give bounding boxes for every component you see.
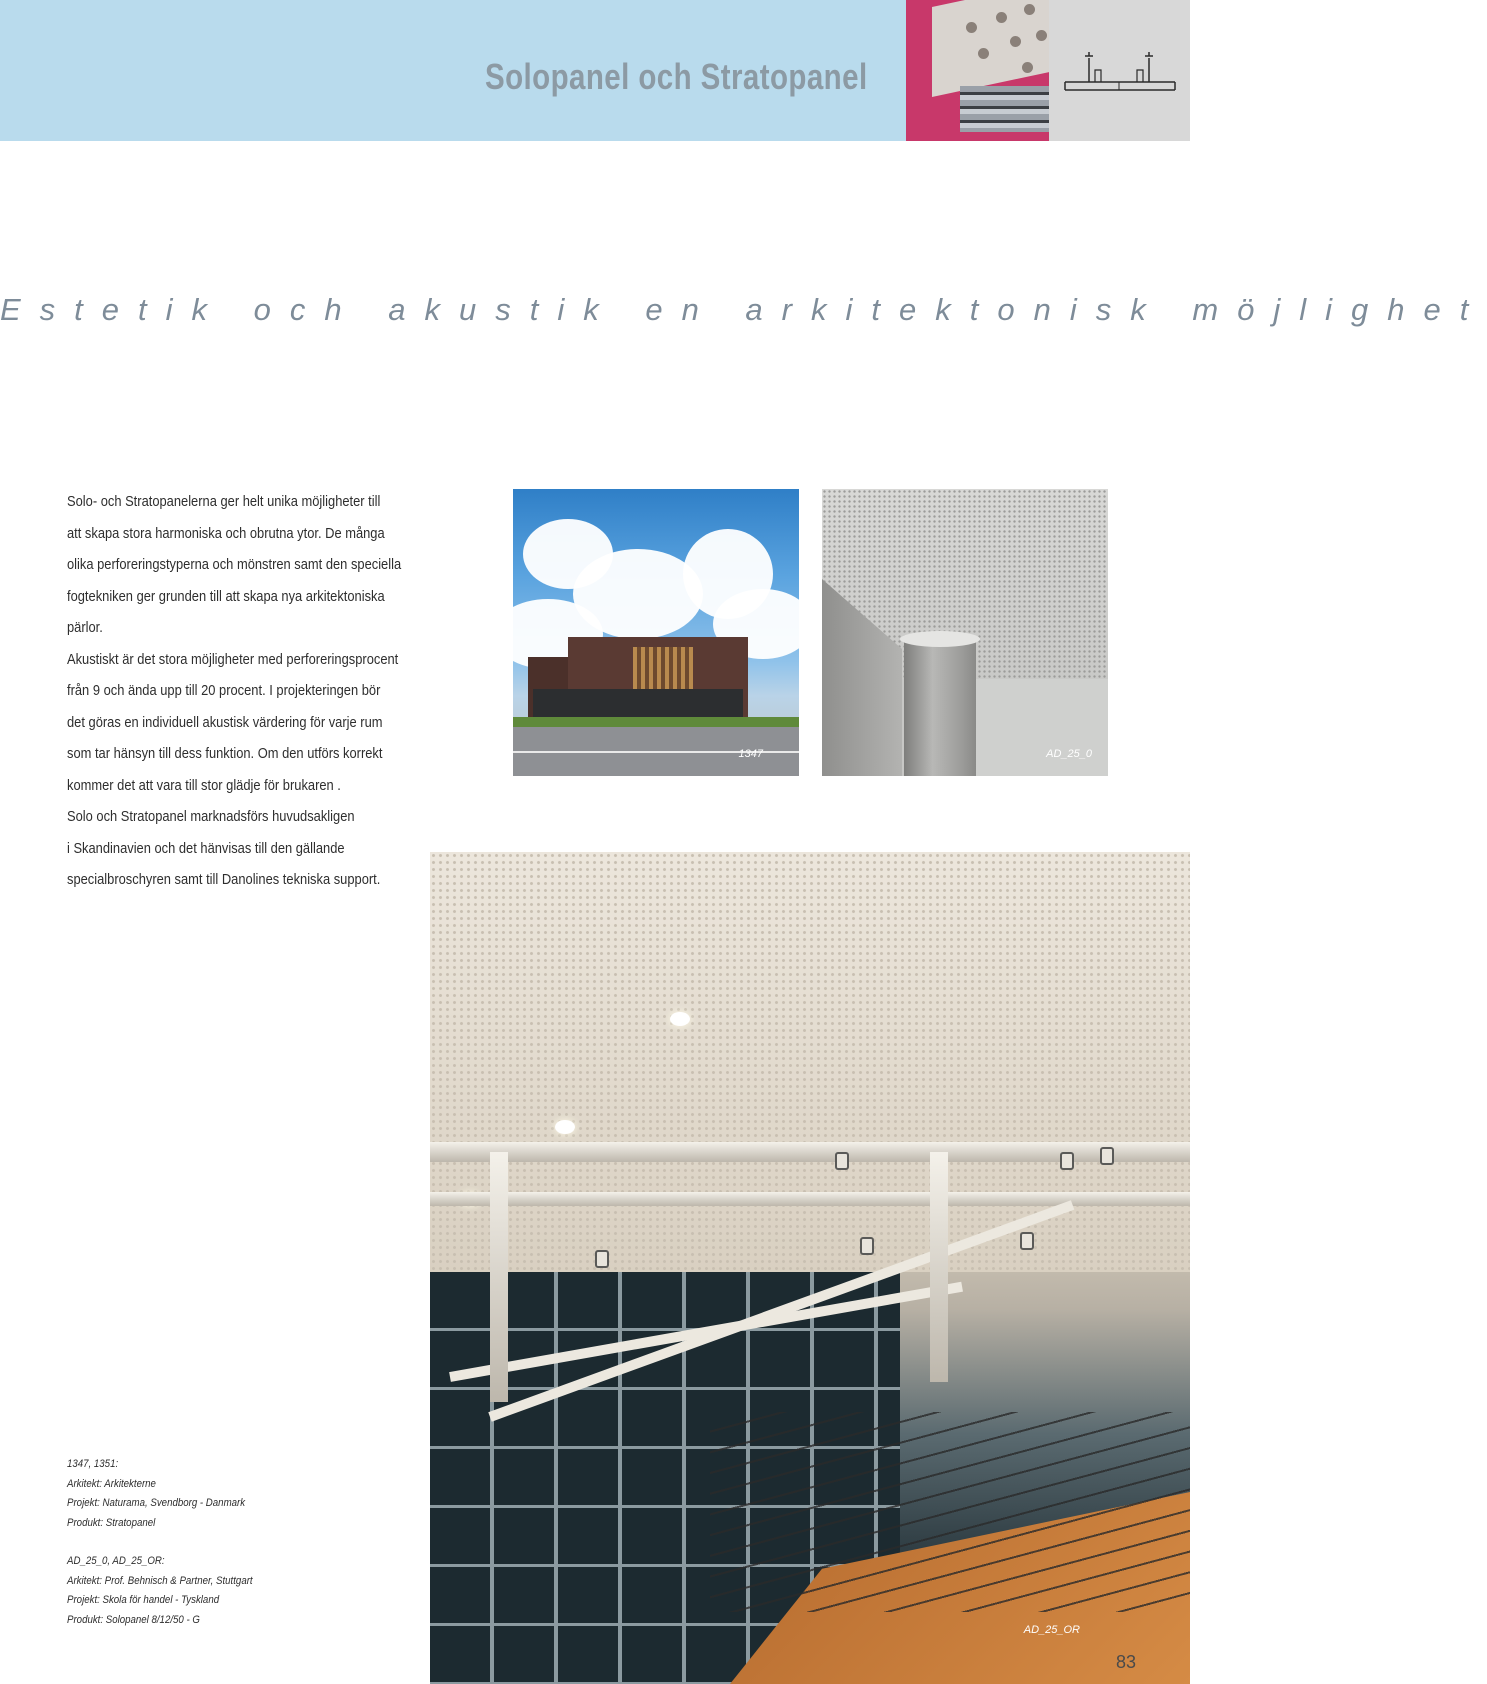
column-ceiling-photo <box>822 489 1108 776</box>
header-band <box>0 0 1190 141</box>
steel-beam <box>430 1192 1190 1206</box>
body-line: Solo och Stratopanel marknadsförs huvudsakligen <box>67 808 355 825</box>
ceiling-light <box>670 1012 690 1026</box>
atrium-photo <box>430 852 1190 1684</box>
body-line: olika perforeringstyperna och mönstren samt den speciella <box>67 556 402 573</box>
perforation-hole <box>1022 62 1033 73</box>
perforation-hole <box>1036 30 1047 41</box>
photo-tag: 1347 <box>738 748 763 760</box>
perforation-hole <box>1010 36 1021 47</box>
building-glass-base <box>533 689 743 717</box>
body-line: i Skandinavien och det hänvisas till den gällande <box>67 839 345 857</box>
body-line: fogtekniken ger grunden till att skapa nya arkitektoniska <box>67 587 385 605</box>
credit-product: Produkt: Stratopanel <box>67 1516 156 1529</box>
credit-project: Projekt: Skola för handel - Tyskland <box>67 1594 220 1606</box>
wall <box>976 679 1108 776</box>
credit-architect: Arkitekt: Arkitekterne <box>67 1477 156 1490</box>
photo-credits <box>67 1455 253 1630</box>
body-line: som tar hänsyn till dess funktion. Om den utförs korrekt <box>67 745 383 762</box>
body-line: det göras en individuell akustisk värdering för varje rum <box>67 713 383 731</box>
header-panel-photo <box>906 0 1049 141</box>
perforation-hole <box>966 22 977 33</box>
body-line: Akustiskt är det stora möjligheter med perforeringsprocent <box>67 650 399 668</box>
steel-beam <box>430 1142 1190 1162</box>
round-column <box>904 639 976 776</box>
photo-tag: AD_25_OR <box>1023 1624 1080 1636</box>
spacer <box>67 1533 253 1552</box>
spotlight <box>595 1250 609 1268</box>
panel-joint-diagram <box>1049 0 1190 141</box>
column-collar <box>900 631 980 647</box>
body-line: specialbroschyren samt till Danolines tekniska support. <box>67 871 381 888</box>
joint-profile-icon <box>1049 0 1190 141</box>
credit-product: Produkt: Solopanel 8/12/50 - G <box>67 1613 200 1626</box>
perforation-hole <box>1024 4 1035 15</box>
page-subtitle: Estetik och akustik en arkitektonisk möjlighet <box>0 292 1487 327</box>
perforation-hole <box>978 48 989 59</box>
spotlight <box>860 1237 874 1255</box>
building-photo <box>513 489 799 776</box>
body-line: att skapa stora harmoniska och obrutna ytor. De många <box>67 524 385 542</box>
photo-tag: AD_25_0 <box>1046 748 1092 760</box>
credit-ref: AD_25_0, AD_25_OR: <box>67 1555 165 1567</box>
credit-project: Projekt: Naturama, Svendborg - Danmark <box>67 1497 246 1509</box>
body-line: Solo- och Stratopanelerna ger helt unika möjligheter till <box>67 493 381 510</box>
spotlight <box>1100 1147 1114 1165</box>
panel-edge-profile <box>960 86 1060 132</box>
body-line: pärlor. <box>67 619 103 636</box>
spotlight <box>1020 1232 1034 1250</box>
spotlight <box>835 1152 849 1170</box>
ceiling-light <box>555 1120 575 1134</box>
steel-post <box>490 1152 508 1402</box>
credit-ref: 1347, 1351: <box>67 1458 119 1470</box>
perforated-ceiling <box>430 852 1190 1272</box>
credit-architect: Arkitekt: Prof. Behnisch & Partner, Stuttgart <box>67 1574 253 1587</box>
perforation-hole <box>996 12 1007 23</box>
spotlight <box>1060 1152 1074 1170</box>
stair-railing <box>710 1412 1190 1612</box>
body-text <box>67 486 420 896</box>
body-line: kommer det att vara till stor glädje för brukaren . <box>67 776 341 794</box>
steel-post <box>930 1152 948 1382</box>
page-title: Solopanel och Stratopanel <box>485 56 868 97</box>
body-line: från 9 och ända upp till 20 procent. I projekteringen bör <box>67 682 381 699</box>
page-number: 83 <box>1116 1652 1137 1672</box>
